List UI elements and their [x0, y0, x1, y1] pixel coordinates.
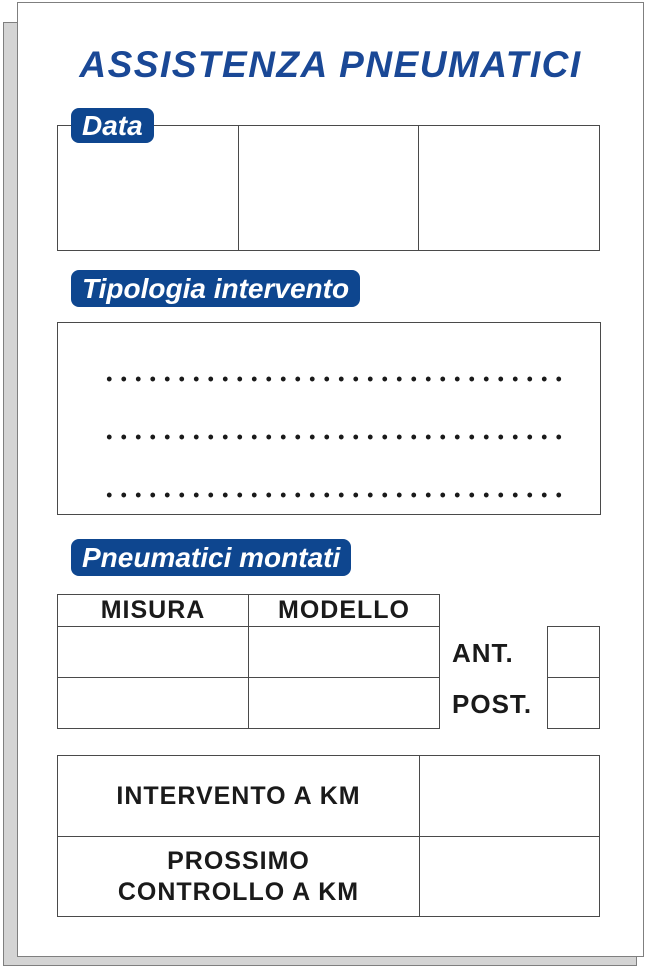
next-check-km-field[interactable]: [420, 837, 599, 916]
date-label: Data: [71, 108, 154, 143]
next-check-km-label: [58, 837, 420, 916]
date-field-day[interactable]: [58, 126, 239, 250]
mounted-tyres-label: Pneumatici montati: [71, 539, 351, 576]
column-header-misura: MISURA: [58, 595, 249, 627]
front-size-field[interactable]: [58, 627, 249, 678]
table-row: [58, 627, 440, 678]
next-check-km-row: [58, 837, 599, 916]
intervention-type-box: [57, 322, 601, 515]
intervention-type-label: Tipologia intervento: [71, 270, 360, 307]
table-row: [58, 678, 440, 729]
rear-check-box[interactable]: [547, 677, 600, 729]
next-check-line-1: PROSSIMO: [167, 846, 310, 875]
intervention-km-row: [58, 756, 599, 837]
intervention-km-field[interactable]: [420, 756, 599, 836]
card-title: ASSISTENZA PNEUMATICI: [79, 44, 582, 85]
date-field-year[interactable]: [419, 126, 599, 250]
next-check-line-2: CONTROLLO A KM: [117, 877, 360, 906]
front-position-label: ANT.: [452, 638, 514, 668]
date-grid: [57, 125, 600, 251]
tyre-service-card: [17, 2, 644, 957]
intervention-line-1[interactable]: [102, 375, 562, 383]
intervention-line-3[interactable]: [102, 491, 562, 499]
intervention-line-2[interactable]: [102, 433, 562, 441]
column-header-modello: MODELLO: [249, 595, 440, 627]
rear-model-field[interactable]: [249, 678, 440, 729]
front-model-field[interactable]: [249, 627, 440, 678]
rear-position-label: POST.: [452, 689, 533, 719]
tyres-table: [57, 594, 440, 729]
date-field-month[interactable]: [239, 126, 420, 250]
km-table: [57, 755, 600, 917]
front-check-box[interactable]: [547, 626, 600, 678]
rear-size-field[interactable]: [58, 678, 249, 729]
intervention-km-label: INTERVENTO A KM: [58, 756, 420, 836]
